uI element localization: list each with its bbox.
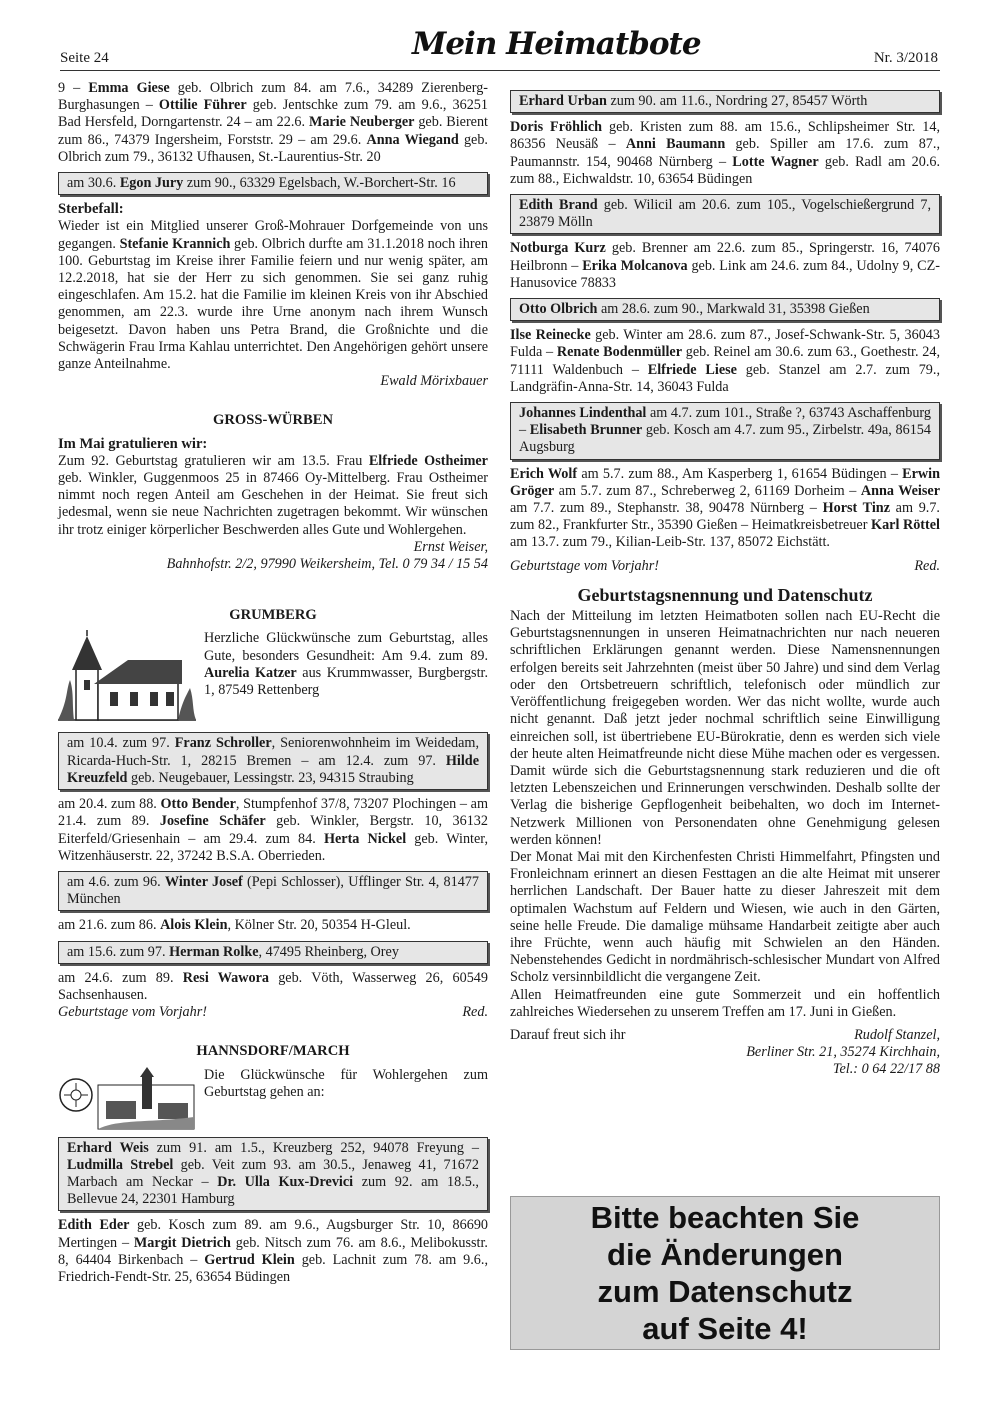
- gross-wuerben-signature-address: Bahnhofstr. 2/2, 97990 Weikersheim, Tel. 0 79 34 / 15 54: [166, 556, 488, 573]
- section-subtitle: Im Mai gratulieren wir:: [58, 435, 208, 452]
- person-name: Margit Dietrich: [133, 1234, 231, 1251]
- birthday-box: am 4.6. zum 96. Winter Josef (Pepi Schlosser), Ufflinger Str. 4, 81477 München: [58, 871, 488, 911]
- person-name: Renate Bodenmüller: [556, 344, 682, 361]
- grumberg-footnote: Geburtstage vom Vorjahr!: [58, 1004, 207, 1021]
- person-name: Hilde Kreuzfeld: [67, 752, 479, 786]
- person-name: Ilse Reinecke: [510, 327, 591, 344]
- person-name: Franz Schroller: [174, 735, 272, 752]
- person-name: Gertrud Klein: [204, 1251, 295, 1268]
- birthday-box: am 15.6. zum 97. Herman Rolke, 47495 Rheinberg, Orey: [58, 941, 488, 964]
- birthday-box: am 10.4. zum 97. Franz Schroller, Seniorenwohnheim im Weidedam, Ricarda-Huch-Str. 1, 28215 Bremen – am 12.4. zum 97. Hilde Kreuzfeld geb. Neugebauer, Lessingstr. 23, 94315 Straubing: [58, 732, 488, 790]
- person-name: Stefanie Krannich: [119, 235, 231, 252]
- birthday-list: Ilse Reinecke geb. Winter am 28.6. zum 87., Josef-Schwank-Str. 5, 36043 Fulda – Renate Bodenmüller geb. Reinel am 30.6. zum 63., Goethestr. 24, 71111 Waldenbuch – Elfriede Liese geb. Stanzel am 2.7. zum 79., Landgräfin-Anna-Str. 14, 36043 Fulda: [510, 327, 940, 395]
- church-illustration: [58, 630, 196, 726]
- issue-number: Nr. 3/2018: [873, 50, 938, 66]
- birthday-box: Edith Brand geb. Wilicil am 20.6. zum 105., Vogelschießergrund 7, 23879 Mölln: [510, 194, 940, 234]
- data-protection-notice: [510, 1196, 940, 1350]
- birthday-box: Johannes Lindenthal am 4.7. zum 101., Straße ?, 63743 Aschaffenburg – Elisabeth Brunner geb. Kosch am 4.7. zum 95., Zirbelstr. 49a, 86154 Augsburg: [510, 402, 940, 460]
- person-name: Anna Wiegand: [366, 131, 459, 148]
- person-name: Elfriede Ostheimer: [368, 452, 488, 469]
- person-name: Josefine Schäfer: [159, 813, 266, 830]
- person-name: Erika Molcanova: [582, 257, 688, 274]
- notice-text: Bitte beachten Sie die Änderungen zum Datenschutz auf Seite 4!: [590, 1200, 860, 1346]
- person-name: Otto Bender: [160, 796, 236, 813]
- author-name: Rudolf Stanzel,: [854, 1026, 940, 1043]
- grumberg-intro: Herzliche Glückwünsche zum Geburtstag, alles Gute, besonders Gesundheit: Am 9.4. zum 89. Aurelia Katzer aus Krummwasser, Burgbergstr. 1, 87549 Rettenberg: [204, 630, 488, 699]
- person-name: Aurelia Katzer: [204, 664, 297, 681]
- person-name: Marie Neuberger: [308, 114, 415, 131]
- person-name: Erhard Urban: [519, 93, 607, 109]
- person-name: Horst Tinz: [822, 500, 890, 517]
- author-phone: Tel.: 0 64 22/17 88: [832, 1061, 940, 1078]
- article-paragraph: Allen Heimatfreunden eine gute Sommerzeit und ein hoffentlich zahlreiches Wiedersehen zu unserem Treffen am 17. Juni in Gießen.: [510, 986, 940, 1020]
- person-name: Johannes Lindenthal: [519, 405, 647, 422]
- section-title-gross-wuerben: GROSS-WÜRBEN: [212, 412, 333, 429]
- newspaper-logo: Mein Heimatbote: [412, 26, 701, 62]
- birthday-list: 9 – Emma Giese geb. Olbrich zum 84. am 7.6., 34289 Zierenberg-Burghasungen – Ottilie Führer geb. Jentschke zum 79. am 9.6., 36251 Bad Hersfeld, Dorngartenstr. 24 – am 22.6. Marie Neuberger geb. Bierent zum 86., 74379 Ingersheim, Forststr. 29 – am 29.6. Anna Wiegand geb. Olbrich zum 79., 36132 Ufhausen, St.-Laurentius-Str. 20: [58, 80, 489, 165]
- obituary-title: Sterbefall:: [58, 201, 124, 218]
- birthday-list: Doris Fröhlich geb. Kristen zum 88. am 15.6., Schlipsheimer Str. 14, 86356 Neusäß – Anni Baumann geb. Spiller am 17.6. zum 87., Paumannstr. 154, 90468 Nürnberg – Lotte Wagner geb. Radl am 20.6. zum 88., Eichwaldstr. 10, 63654 Büdingen: [510, 119, 941, 187]
- birthday-list: Notburga Kurz geb. Brenner am 22.6. zum 85., Springerstr. 16, 74076 Heilbronn – Erika Molcanova geb. Link am 24.6. zum 84., Udolny 9, CZ-Hanusovice 78833: [510, 240, 940, 291]
- person-name: Anna Weiser: [860, 482, 940, 499]
- birthday-box: am 30.6. Egon Jury zum 90., 63329 Egelsbach, W.-Borchert-Str. 16: [58, 172, 488, 195]
- section-title-grumberg: GRUMBERG: [229, 607, 317, 624]
- article-closing: Darauf freut sich ihr: [510, 1026, 626, 1043]
- birthday-list: am 24.6. zum 89. Resi Wawora geb. Vöth, Wasserweg 26, 60549 Sachsenhausen.: [58, 969, 488, 1003]
- grumberg-editor-mark: Red.: [462, 1004, 488, 1021]
- birthday-box: Otto Olbrich am 28.6. zum 90., Markwald 31, 35398 Gießen: [510, 298, 940, 321]
- section-title-hannsdorf: HANNSDORF/MARCH: [196, 1043, 350, 1060]
- page-header: [0, 0, 1000, 76]
- person-name: Anni Baumann: [625, 136, 726, 153]
- birthday-box: Erhard Urban zum 90. am 11.6., Nordring 27, 85457 Wörth: [510, 90, 940, 113]
- person-name: Egon Jury: [119, 175, 184, 192]
- person-name: Erwin Gröger: [510, 465, 941, 499]
- birthday-list: Edith Eder geb. Kosch zum 89. am 9.6., Augsburger Str. 10, 86690 Mertingen – Margit Dietrich geb. Nitsch zum 76. am 8.6., Melibokusstr. 8, 64404 Birkenbach – Gertrud Klein geb. Lachnit zum 78. am 9.6., Friedrich-Fendt-Str. 25, 63654 Büdingen: [58, 1217, 489, 1285]
- person-name: Karl Röttel: [871, 517, 940, 534]
- birthday-box: Erhard Weis zum 91. am 1.5., Kreuzberg 252, 94078 Freyung – Ludmilla Strebel geb. Veit zum 93. am 30.5., Jenaweg 41, 71672 Marbach am Neckar – Dr. Ulla Kux-Drevici zum 92. am 18.5., Bellevue 24, 22301 Hamburg: [58, 1137, 488, 1212]
- person-name: Herta Nickel: [323, 830, 407, 847]
- obituary-text: Wieder ist ein Mitglied unserer Groß-Mohrauer Dorfgemeinde von uns gegangen. Stefanie Krannich geb. Olbrich durfte am 31.1.2018 noch ihren 100. Geburtstag im Kreise ihrer Familie feiern und nur wenig später, am 12.2.2018, hat sie der Herr zu sich genommen. Sie sei ganz ruhig eingeschlafen. Am 15.2. hat die Familie im kleinen Kreis von ihr Abschied genommen, am 22.3. wurde ihre Urne anonym nach ihrem Wunsch beigesetzt. Davon haben uns Petra Brand, die Großnichte und die Schwägerin Frau Irma Kahlau unterrichtet. Den Angehörigen gehört unsere ganze Anteilnahme.: [58, 218, 488, 373]
- person-name: Edith Eder: [58, 1217, 130, 1234]
- person-name: Alois Klein: [160, 917, 228, 934]
- person-name: Dr. Ulla Kux-Drevici: [217, 1173, 354, 1190]
- person-name: Edith Brand: [519, 197, 598, 214]
- author-address: Berliner Str. 21, 35274 Kirchhain,: [746, 1044, 940, 1061]
- person-name: Resi Wawora: [182, 969, 269, 986]
- birthday-list: am 20.4. zum 88. Otto Bender, Stumpfenhof 37/8, 73207 Plochingen – am 21.4. zum 89. Josefine Schäfer geb. Winkler, Bergstr. 10, 36132 Eiterfeld/Griesenhain – am 29.4. zum 84. Herta Nickel geb. Winter, Witzenhäuserstr. 22, 37242 B.S.A. Oberrieden.: [58, 796, 488, 864]
- gross-wuerben-signature-name: Ernst Weiser,: [413, 538, 488, 555]
- person-name: Otto Olbrich: [519, 301, 598, 318]
- person-name: Winter Josef: [164, 873, 243, 890]
- person-name: Notburga Kurz: [510, 240, 606, 257]
- hannsdorf-intro: Die Glückwünsche für Wohlergehen zum Geburtstag gehen an:: [204, 1066, 488, 1100]
- person-name: Elfriede Liese: [647, 361, 737, 378]
- right-footnote: Geburtstage vom Vorjahr!: [510, 557, 659, 574]
- person-name: Emma Giese: [88, 80, 170, 96]
- person-name: Erhard Weis: [67, 1139, 149, 1156]
- person-name: Doris Fröhlich: [510, 119, 603, 136]
- person-name: Herman Rolke: [169, 943, 259, 960]
- article-paragraph: Nach der Mitteilung im letzten Heimatboten sollen nach EU-Recht die Geburtstagsnennungen in unseren Heimatnachrichten nur nach neueren schriftlichen Erklärungen genannt werden. Diese Namensnennungen erfolgen bereits seit Jahrzehnten (meist über 50 Jahre) und sind dem Verlag oder den Ortsbetreuern schriftlich, telefonisch oder mündlich zur Veröffentlichung freigegeben worden. Wer das nicht wollte, wurde auch nicht genannt. Daß jetzt jeder nochmal schriftlich seine Einwilligung einreichen soll, ist übertriebene EU-Bürokratie, denn es werden sich viele der heute alten Heimatfreunde nicht diese Mühe machen oder es vergessen. Damit würde sich die Geburtstagsnennung stark reduzieren und die oft letzten Lebenszeichen und Erinnerungen verschwinden. Deshalb sollte der Verlag die bisherige Gepflogenheit beibehalten, wo doch im Internet-Netzwerk Millionen von Personendaten ohne Genehmigung gelesen werden können!: [510, 608, 940, 848]
- person-name: Ottilie Führer: [158, 97, 247, 114]
- obituary-signature: Ewald Mörixbauer: [380, 373, 488, 390]
- article-paragraph: Der Monat Mai mit den Kirchenfesten Christi Himmelfahrt, Pfingsten und Fronleichnam erinnert an diesen Festtagen an die alte Heimat mit unserer herrlichen Landschaft. Der Bauer hatte zu dieser Jahreszeit mit dem optimalen Wachstum auf Feldern und Wiesen, wie auch in den Gärten, seine helle Freude. Die damalige mühsame Handarbeit zeitigte aber auch ihre Früchte, wenn auch häufig mit Schwielen an den Händen. Nebenstehendes Gedicht in nordmährisch-schlesischer Mundart von Alfred Scholz versinnbildlicht die vergangene Zeit.: [510, 848, 940, 986]
- person-name: Elisabeth Brunner: [529, 422, 643, 439]
- page-number: Seite 24: [60, 50, 109, 66]
- birthday-list: am 21.6. zum 86. Alois Klein, Kölner Str. 20, 50354 H-Gleul.: [58, 917, 411, 934]
- left-column: [58, 80, 488, 1286]
- person-name: Ludmilla Strebel: [67, 1156, 174, 1173]
- right-column: [510, 80, 940, 1079]
- person-name: Erich Wolf: [510, 465, 578, 482]
- header-rule: [60, 70, 940, 71]
- person-name: Lotte Wagner: [732, 153, 819, 170]
- birthday-list: Erich Wolf am 5.7. zum 88., Am Kasperberg 1, 61654 Büdingen – Erwin Gröger am 5.7. zum 87., Schreberweg 2, 61169 Dorheim – Anna Weiser am 7.7. zum 89., Stephanstr. 38, 90478 Nürnberg – Horst Tinz am 9.7. zum 82., Frankfurter Str., 35390 Gießen – Heimatkreisbetreuer Karl Röttel am 13.7. zum 79., Kilian-Leib-Str. 137, 85072 Eichstätt.: [510, 465, 941, 551]
- article-title: Geburtstagsnennung und Datenschutz: [577, 584, 873, 605]
- village-illustration: [58, 1067, 196, 1131]
- right-editor-mark: Red.: [914, 557, 940, 574]
- gross-wuerben-text: Zum 92. Geburtstag gratulieren wir am 13.5. Frau Elfriede Ostheimer geb. Winkler, Guggenmoos 25 in 87466 Oy-Mittelberg. Frau Ostheimer nimmt noch regen Anteil am Geschehen in der Heimat. Sie freut sich jedesmal, wenn sie neue Nachrichten zugetragen bekommt. Wir wünschen ihr trotz einiger körperlicher Beschwerden alles Gute und Wohlergehen.: [58, 452, 488, 538]
